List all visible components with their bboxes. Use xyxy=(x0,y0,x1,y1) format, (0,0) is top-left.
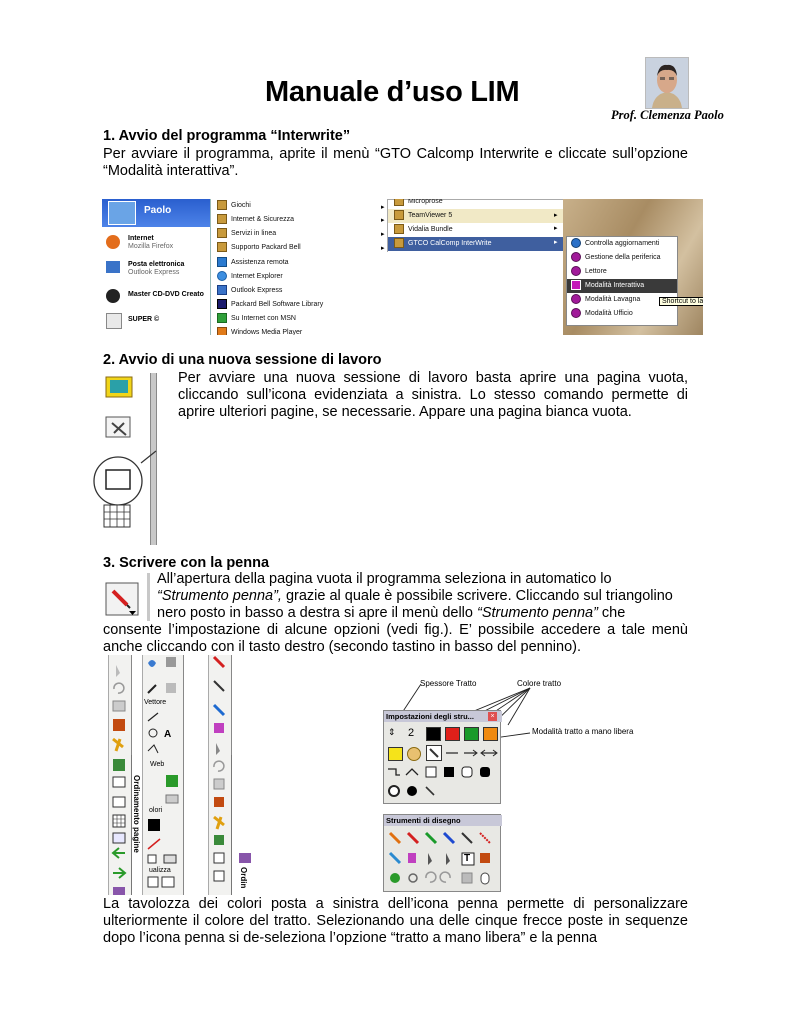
thickness-value: 2 xyxy=(408,727,415,739)
web-label: Web xyxy=(150,761,165,768)
thickness-arrows-icon[interactable]: ⇕ xyxy=(388,727,396,737)
menu-item-outlook[interactable]: Outlook Express xyxy=(217,284,282,298)
folder-icon xyxy=(217,242,227,252)
pen-settings-panel xyxy=(383,710,501,804)
section3-bottom-text: La tavolozza dei colori posta a sinistra dell’icona penna permette di personalizzare ulteriormente il colore del tratto. Selezionando una delle cinque frecce poste in sequenze dopo l’icona penna si de-seleziona l’opzione “tratto a mano libera” e la penna xyxy=(103,896,688,946)
folder-icon xyxy=(217,214,227,224)
zoom-icon[interactable] xyxy=(388,871,400,883)
folder-icon xyxy=(394,210,404,220)
delete-icon[interactable] xyxy=(462,873,472,883)
chevron-right-icon: ▸ xyxy=(554,239,558,246)
mouse-icon[interactable] xyxy=(481,873,489,884)
menu-item-assistenza[interactable]: Assistenza remota xyxy=(217,256,289,270)
color-orange-swatch[interactable] xyxy=(483,727,498,741)
office-icon xyxy=(571,308,581,318)
menu-item-giochi[interactable]: Giochi xyxy=(217,199,251,213)
menu-item-internet-sicurezza[interactable]: Internet & Sicurezza xyxy=(217,213,294,227)
menu-left-master-cd[interactable]: Master CD-DVD Creato xyxy=(106,289,120,303)
folder-icon xyxy=(394,199,404,206)
ie-icon xyxy=(217,271,227,281)
rectangle-outline-icon[interactable] xyxy=(426,767,436,777)
remote-icon xyxy=(217,257,227,267)
picture-icon[interactable] xyxy=(106,377,132,397)
super-icon xyxy=(106,313,122,329)
section1-heading: 1. Avvio del programma “Interwrite” xyxy=(103,128,351,144)
color-red-swatch[interactable] xyxy=(445,727,460,741)
rounded-rect-filled-icon[interactable] xyxy=(480,767,490,777)
menu-item-ufficio[interactable]: Modalità Ufficio xyxy=(571,307,633,321)
toolbars-screenshot xyxy=(104,655,254,895)
menu-item-teamviewer[interactable]: TeamViewer 5 xyxy=(388,209,564,223)
menu-item-lavagna[interactable]: Modalità Lavagna xyxy=(571,293,640,307)
gtco-submenu xyxy=(566,236,678,326)
vettore-label: Vettore xyxy=(144,699,167,706)
tools-icon[interactable] xyxy=(106,417,130,437)
ordinamento-pagine-label-short: Ordin xyxy=(239,867,248,889)
stamp-icon[interactable] xyxy=(480,851,492,863)
menu-item-wmp[interactable]: Windows Media Player xyxy=(217,326,302,335)
interactive-icon xyxy=(571,280,581,290)
menu-left-super[interactable]: SUPER © xyxy=(106,313,122,329)
rectangle-filled-icon[interactable] xyxy=(444,767,454,777)
author-photo xyxy=(645,57,689,109)
folder-icon xyxy=(217,228,227,238)
menu-item-supporto[interactable]: Supporto Packard Bell xyxy=(217,241,301,255)
text-tool-icon[interactable]: A xyxy=(164,729,172,740)
colori-label: olori xyxy=(149,807,163,814)
menu-item-controlla[interactable]: Controlla aggiornamenti xyxy=(571,237,659,251)
menu-left-mail[interactable]: Posta elettronica Outlook Express xyxy=(106,261,120,273)
color-green-swatch[interactable] xyxy=(464,727,479,741)
label-modalita: Modalità tratto a mano libera xyxy=(532,727,634,736)
folder-icon xyxy=(394,238,404,248)
section2-heading: 2. Avvio di una nuova sessione di lavoro xyxy=(103,352,382,368)
drawing-tools-title: Strumenti di disegno xyxy=(384,815,502,826)
pen-blue-icon[interactable] xyxy=(442,831,456,845)
connector-line-icon[interactable] xyxy=(386,765,400,779)
pen-red-icon[interactable] xyxy=(406,831,420,845)
programs-submenu xyxy=(387,199,565,253)
pen-green-icon[interactable] xyxy=(424,831,438,845)
user-avatar xyxy=(108,201,136,225)
page-sort-icon[interactable] xyxy=(239,853,251,863)
highlighter-icon[interactable] xyxy=(388,851,402,865)
pen-black-icon[interactable] xyxy=(460,831,474,845)
qualizza-label: ualizza xyxy=(149,867,171,874)
mail-icon xyxy=(217,285,227,295)
section3-intro-line1: All’apertura della pagina vuota il programma seleziona in automatico lo xyxy=(157,571,612,587)
label-spessore: Spessore Tratto xyxy=(420,679,477,688)
programs-list xyxy=(211,199,387,335)
circle-outline-icon[interactable] xyxy=(388,785,400,797)
redo-icon[interactable] xyxy=(442,871,454,883)
rounded-rect-outline-icon[interactable] xyxy=(462,767,472,777)
section3-intro-line2: “Strumento penna”, grazie al quale è possibile scrivere. Cliccando sul triangolino xyxy=(157,588,673,604)
chevron-right-icon: ▸ xyxy=(554,212,558,219)
chevron-right-icon: ▸ xyxy=(381,204,385,211)
menu-item-ie[interactable]: Internet Explorer xyxy=(217,270,283,284)
text-tool-label: T xyxy=(464,853,471,864)
section3-text: consente l’impostazione di alcune opzioni (vedi fig.). E’ possibile accedere a tale menù anche cliccando con il tasto destro (secondo tastino in basso del pennino). xyxy=(103,622,688,655)
pen-style-icon[interactable] xyxy=(424,785,436,797)
new-page-toolbar-screenshot xyxy=(92,373,166,545)
menu-item-gestione[interactable]: Gestione della periferica xyxy=(571,251,661,265)
menu-item-microprose[interactable]: Microprose xyxy=(394,199,443,209)
chevron-right-icon: ▸ xyxy=(554,225,558,232)
menu-item-vidalia[interactable]: Vidalia Bundle xyxy=(394,223,453,237)
freehand-icon[interactable] xyxy=(426,745,442,761)
chevron-right-icon: ▸ xyxy=(381,245,385,252)
pen-dashed-icon[interactable] xyxy=(478,831,492,845)
chevron-right-icon: ▸ xyxy=(381,231,385,238)
label-colore: Colore tratto xyxy=(517,679,562,688)
start-menu-screenshot xyxy=(102,199,703,335)
palette-icon[interactable] xyxy=(407,747,421,761)
update-icon xyxy=(571,238,581,248)
document-title: Manuale d’uso LIM xyxy=(265,76,520,108)
menu-item-servizi[interactable]: Servizi in linea xyxy=(217,227,276,241)
grid-page-icon[interactable] xyxy=(104,505,130,527)
section3-intro-line3: nero posto in basso a destra si apre il menù dello “Strumento penna” che xyxy=(157,605,626,621)
pen-orange-icon[interactable] xyxy=(388,831,402,845)
pen-settings-title: Impostazioni degli stru... xyxy=(384,711,502,722)
menu-item-msn[interactable]: Su Internet con MSN xyxy=(217,312,296,326)
library-icon xyxy=(217,299,227,309)
color-yellow-swatch[interactable] xyxy=(388,747,403,761)
section2-text: Per avviare una nuova sessione di lavoro basta aprire una pagina vuota, cliccando sull’icona evidenziata a sinistra. Lo stesso comando permette di aprire ulteriori pagine, se necessarie. Appare una pagina bianca vuota. xyxy=(178,370,688,420)
menu-item-lettore[interactable]: Lettore xyxy=(571,265,607,279)
board-icon xyxy=(571,294,581,304)
firefox-icon xyxy=(106,235,120,249)
link-icon[interactable] xyxy=(406,871,418,883)
user-name: Paolo xyxy=(144,205,172,216)
pointer-icon[interactable] xyxy=(426,851,436,865)
cd-icon xyxy=(106,289,120,303)
wmp-icon xyxy=(217,327,227,335)
close-icon[interactable]: × xyxy=(488,712,497,721)
drawing-tools-panel xyxy=(383,814,501,892)
chevron-right-icon: ▸ xyxy=(381,217,385,224)
menu-item-packard[interactable]: Packard Bell Software Library xyxy=(217,298,323,312)
undo-icon[interactable] xyxy=(424,871,436,883)
new-page-icon[interactable] xyxy=(106,470,130,489)
section3-heading: 3. Scrivere con la penna xyxy=(103,555,270,571)
select-icon[interactable] xyxy=(444,851,454,865)
pen-icon[interactable] xyxy=(106,583,138,615)
section1-text: Per avviare il programma, aprite il menù “GTO Calcomp Interwrite e cliccate sull’opzione “Modalità interattiva”. xyxy=(103,146,688,179)
menu-left-internet[interactable]: Internet Mozilla Firefox xyxy=(106,235,120,249)
curve-line-icon[interactable] xyxy=(404,765,418,779)
menu-item-modalita-interattiva[interactable]: Modalità Interattiva xyxy=(567,279,677,293)
pen-settings-figure xyxy=(380,675,680,895)
ordinamento-pagine-label: Ordinamento pagine xyxy=(132,775,141,853)
device-icon xyxy=(571,252,581,262)
menu-item-gtco[interactable]: GTCO CalComp InterWrite xyxy=(388,237,564,251)
circle-filled-icon[interactable] xyxy=(406,785,418,797)
msn-icon xyxy=(217,313,227,323)
marker-icon[interactable] xyxy=(406,851,418,865)
author-name: Prof. Clemenza Paolo xyxy=(611,108,724,122)
color-black-swatch[interactable] xyxy=(426,727,441,741)
reader-icon xyxy=(571,266,581,276)
folder-icon xyxy=(217,200,227,210)
shortcut-tooltip: Shortcut to la xyxy=(659,297,703,306)
folder-icon xyxy=(394,224,404,234)
mail-icon xyxy=(106,261,120,273)
pen-tool-screenshot xyxy=(103,573,150,621)
